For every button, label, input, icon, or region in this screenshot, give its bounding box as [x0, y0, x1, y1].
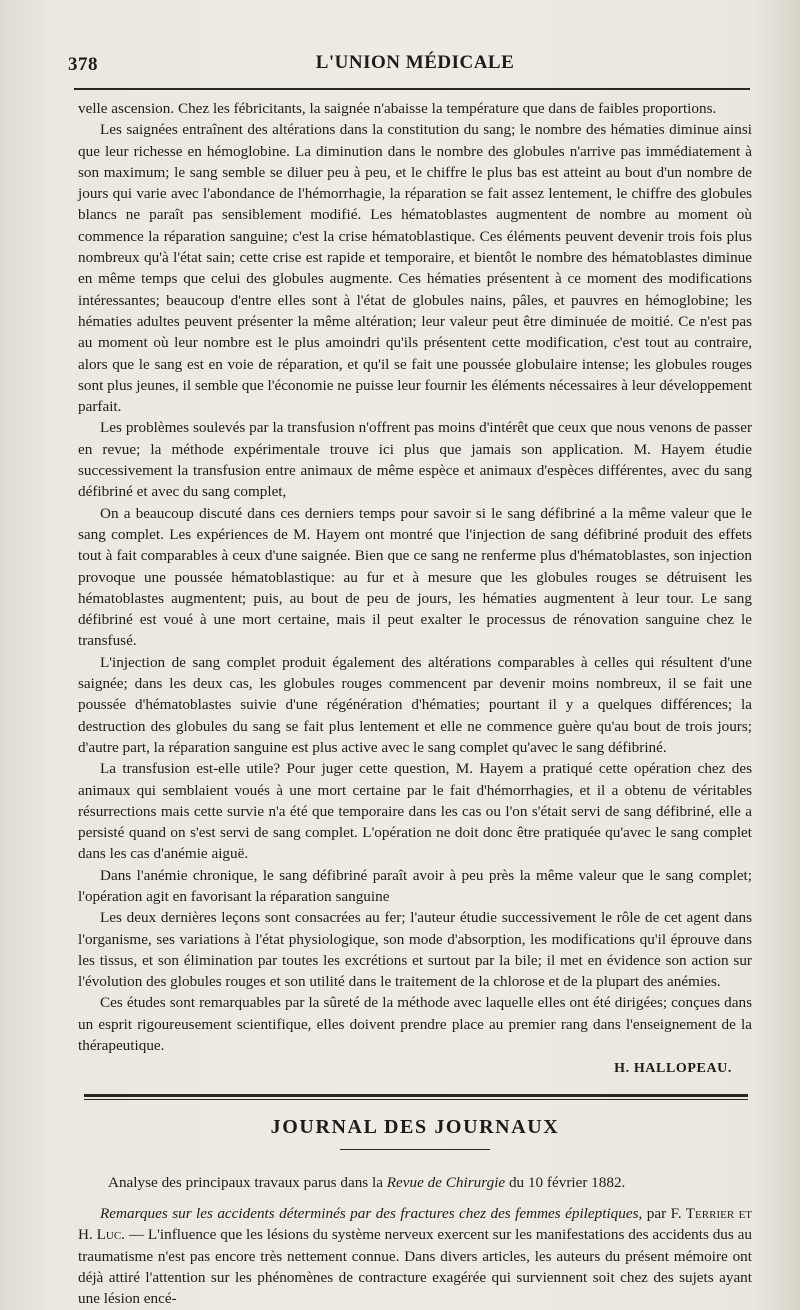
paragraph: La transfusion est-elle utile? Pour juger cette question, M. Hayem a pratiqué cette opération chez des animaux qui semblaient voués à une mort certaine par le fait d'hémorrhagies, et il a obtenu de véritables résurrections mais cette survie n'a été que temporaire dans les cas ou l'on s'était servi de sang défibriné, elle a persisté quand on s'est servi de sang complet. L'opération ne doit donc être pratiquée qu'avec le sang complet dans les cas d'anémie aiguë. [78, 760, 752, 863]
paragraph: velle ascension. Chez les fébricitants, la saignée n'abaisse la température que dans de faibles proportions. [78, 100, 717, 117]
journal-title: L'UNION MÉDICALE [315, 52, 515, 73]
paragraph: On a beaucoup discuté dans ces derniers temps pour savoir si le sang défibriné a la même valeur que le sang complet. Les expériences de M. Hayem ont montré que l'injection de sang défibriné produit des effets tout à fait comparables à ceux d'une saignée. Bien que ce sang ne renferme plus d'hématoblastes, son injection provoque une poussée hématoblastique: au fur et à mesure que les globules rouges se détruisent les hématoblastes augmentent; puis, au bout de peu de jours, les hématies augmentent à leur tour. Le sang défibriné est voué à une mort certaine, mais il peut exalter le processus de rénovation sanguine chez le transfusé. [78, 504, 752, 650]
paragraph: Dans l'anémie chronique, le sang défibriné paraît avoir à peu près la même valeur que le sang complet; l'opération agit en favorisant la réparation sanguine [78, 866, 752, 905]
analyse-date: du 10 février 1882. [508, 1173, 626, 1191]
article-title: Remarques sur les accidents déterminés par des fractures chez des femmes épileptiques, [100, 1204, 643, 1222]
paragraph: Ces études sont remarquables par la sûreté de la méthode avec laquelle elles ont été dirigées; conçues dans un esprit rigoureusement scientifique, elles doivent prendre place au premier rang dans l'enseignement de la thérapeutique. [78, 994, 752, 1055]
article-by: par [646, 1204, 667, 1222]
analyse-journal: Revue de Chirurgie [386, 1173, 506, 1191]
header-rule [74, 88, 750, 90]
article-excerpt [78, 1203, 752, 1309]
author-signature: H. HALLOPEAU. [614, 1061, 732, 1077]
paragraph: L'injection de sang complet produit également des altérations comparables à celles qui résultent d'une saignée; dans les deux cas, les globules rouges commencent par devenir moins nombreux, il se fait une poussée d'hématoblastes suivie d'une régénération d'hématies; pourtant il y a quelques différences; la destruction des globules du sang se fait plus lentement et elle ne commence guère qu'au bout de trois jours; d'autre part, la réparation sanguine est plus active avec le sang complet qu'avec le sang défibriné. [78, 653, 752, 756]
title-underline [340, 1149, 490, 1150]
page-number: 378 [68, 54, 98, 75]
analyse-prefix: Analyse des principaux travaux parus dans la [108, 1173, 383, 1191]
paragraph: Les problèmes soulevés par la transfusion n'offrent pas moins d'intérêt que ceux que nous venons de passer en revue; la méthode expérimentale trouve ici plus que jamais son application. M. Hayem étudie successivement la transfusion entre animaux de même espèce et animaux d'espèces différentes, avec du sang défibriné et avec du sang complet, [78, 419, 752, 501]
analyse-line [78, 1172, 752, 1193]
running-head [68, 50, 752, 80]
paragraph: Les deux dernières leçons sont consacrées au fer; l'auteur étudie successivement le rôle de cet agent dans l'organisme, ses variations à l'état physiologique, son mode d'absorption, les modifications qu'il éprouve dans les tissus, et son élimination par toutes les excrétions et surtout par la bile; il met en évidence son action sur l'évolution des globules rouges et son utilité dans le traitement de la chlorose et de la plupart des anémies. [78, 909, 752, 991]
section-title: JOURNAL DES JOURNAUX [270, 1115, 560, 1138]
article-text: — L'influence que les lésions du système nerveux exercent sur les manifestations des accidents dus au traumatisme n'est pas encore très nettement connue. Dans divers articles, les auteurs du présent mémoire ont déjà attiré l'attention sur les phénomènes de contracture exagérée qui surviennent soit chez des sujets ayant une lésion encé- [78, 1226, 752, 1308]
article-body [78, 98, 752, 1080]
article-authors: F. Terrier et H. Luc. [78, 1204, 753, 1244]
paragraph: Les saignées entraînent des altérations dans la constitution du sang; le nombre des hématies diminue ainsi que leur richesse en hémoglobine. La diminution dans le nombre des globules n'arrive pas immédiatement à son maximum; le sang semble se diluer peu à peu, et le chiffre le plus bas est atteint au bout d'un nombre de jours qui varie avec l'abondance de l'hémorrhagie, la réparation se fait assez lentement, le chiffre des globules blancs ne paraît pas sensiblement modifié. Les hématoblastes augmentent de nombre au moment où commence la réparation sanguine; c'est la crise hématoblastique. Ces éléments peuvent devenir trois fois plus nombreux qu'à l'état sain; cette crise est rapide et temporaire, et bientôt le nombre des hématoblastes diminue en même temps que celui des globules augmente. Ces hématies présentent à ce moment des modifications intéressantes; beaucoup d'entre elles sont à l'état de globules nains, pâles, et pauvres en hémoglobine; les hématies adultes peuvent présenter la même altération; leur valeur peut être diminuée de moitié. Ce n'est pas au moment où leur nombre est le plus amoindri qu'ils présentent cette modification, c'est tout au contraire, alors que le sang est en voie de réparation, et qu'il se fait une poussée globulaire intense; les globules rouges sont plus jeunes, il semble que l'économie ne puisse leur fournir les éléments nécessaires à leur développement parfait. [78, 121, 752, 416]
section-divider [84, 1094, 748, 1100]
